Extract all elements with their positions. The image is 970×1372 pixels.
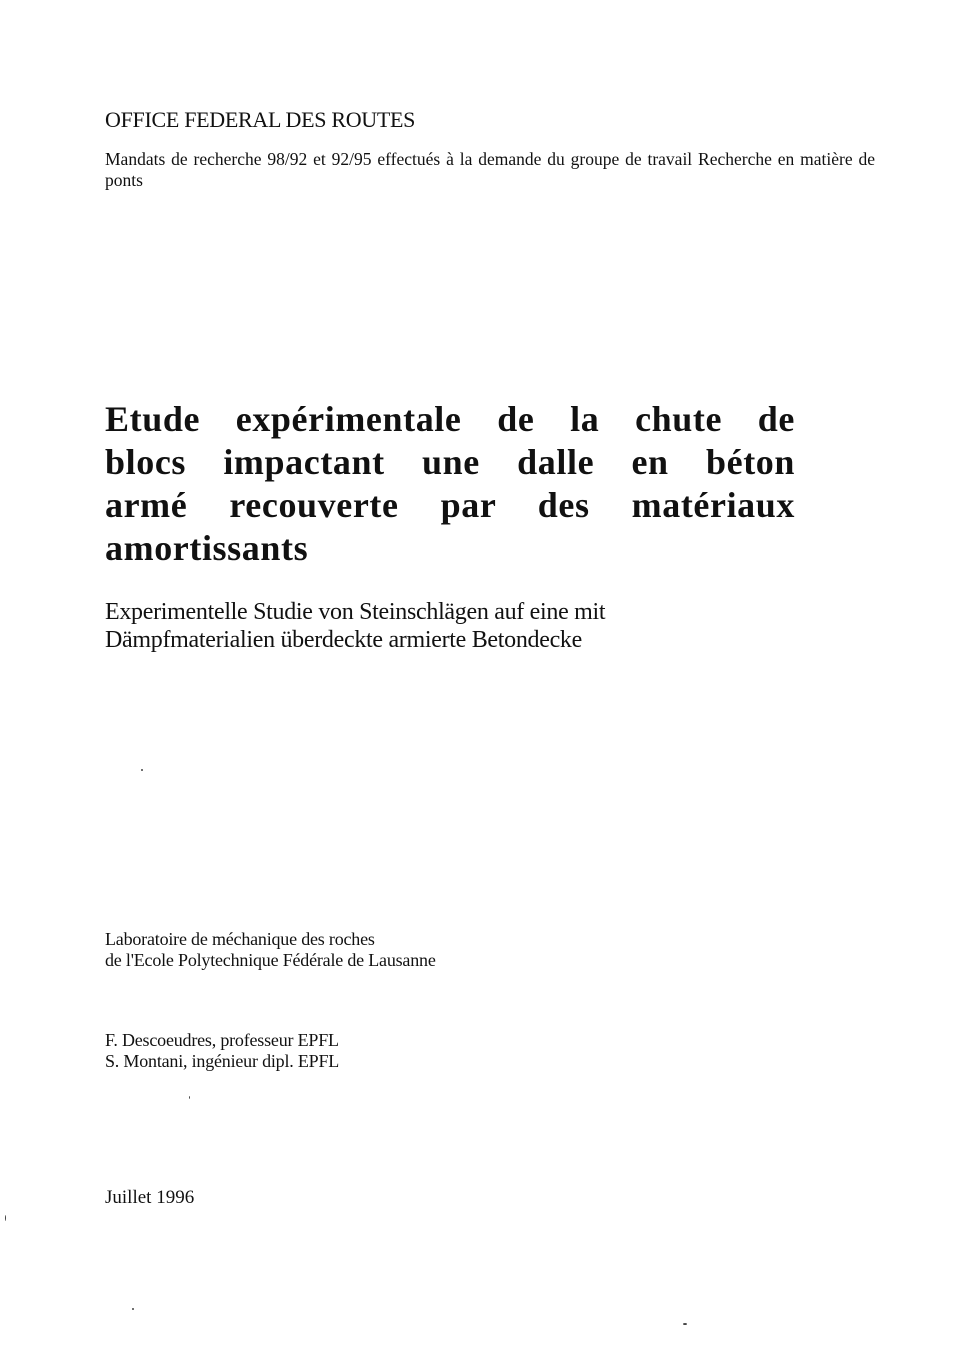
mandate-description: Mandats de recherche 98/92 et 92/95 effectués à la demande du groupe de travail Recherche en matière de ponts [105,149,875,190]
laboratory-line: de l'Ecole Polytechnique Fédérale de Lausanne [105,950,436,970]
german-subtitle [105,598,605,654]
subtitle-line: Experimentelle Studie von Steinschlägen auf eine mit [105,599,606,625]
document-title [105,398,795,570]
title-line: amortissants [105,528,309,568]
subtitle-line: Dämpfmaterialien überdeckte armierte Betondecke [105,627,582,653]
title-line: blocs impactant une dalle en béton [105,442,795,482]
title-line: Etude expérimentale de la chute de [105,399,795,439]
scan-speck [683,1323,687,1325]
author-line: F. Descoeudres, professeur EPFL [105,1030,339,1050]
title-line: armé recouverte par des matériaux [105,485,795,525]
publication-date: Juillet 1996 [105,1187,195,1208]
scan-speck [189,1096,190,1099]
scan-speck [5,1215,6,1221]
author-line: S. Montani, ingénieur dipl. EPFL [105,1051,340,1071]
scan-speck [141,769,143,771]
laboratory-line: Laboratoire de méchanique des roches [105,929,375,949]
authors-block [105,1030,339,1072]
agency-name: OFFICE FEDERAL DES ROUTES [105,107,416,132]
laboratory-block [105,929,436,971]
scan-speck [132,1308,134,1310]
